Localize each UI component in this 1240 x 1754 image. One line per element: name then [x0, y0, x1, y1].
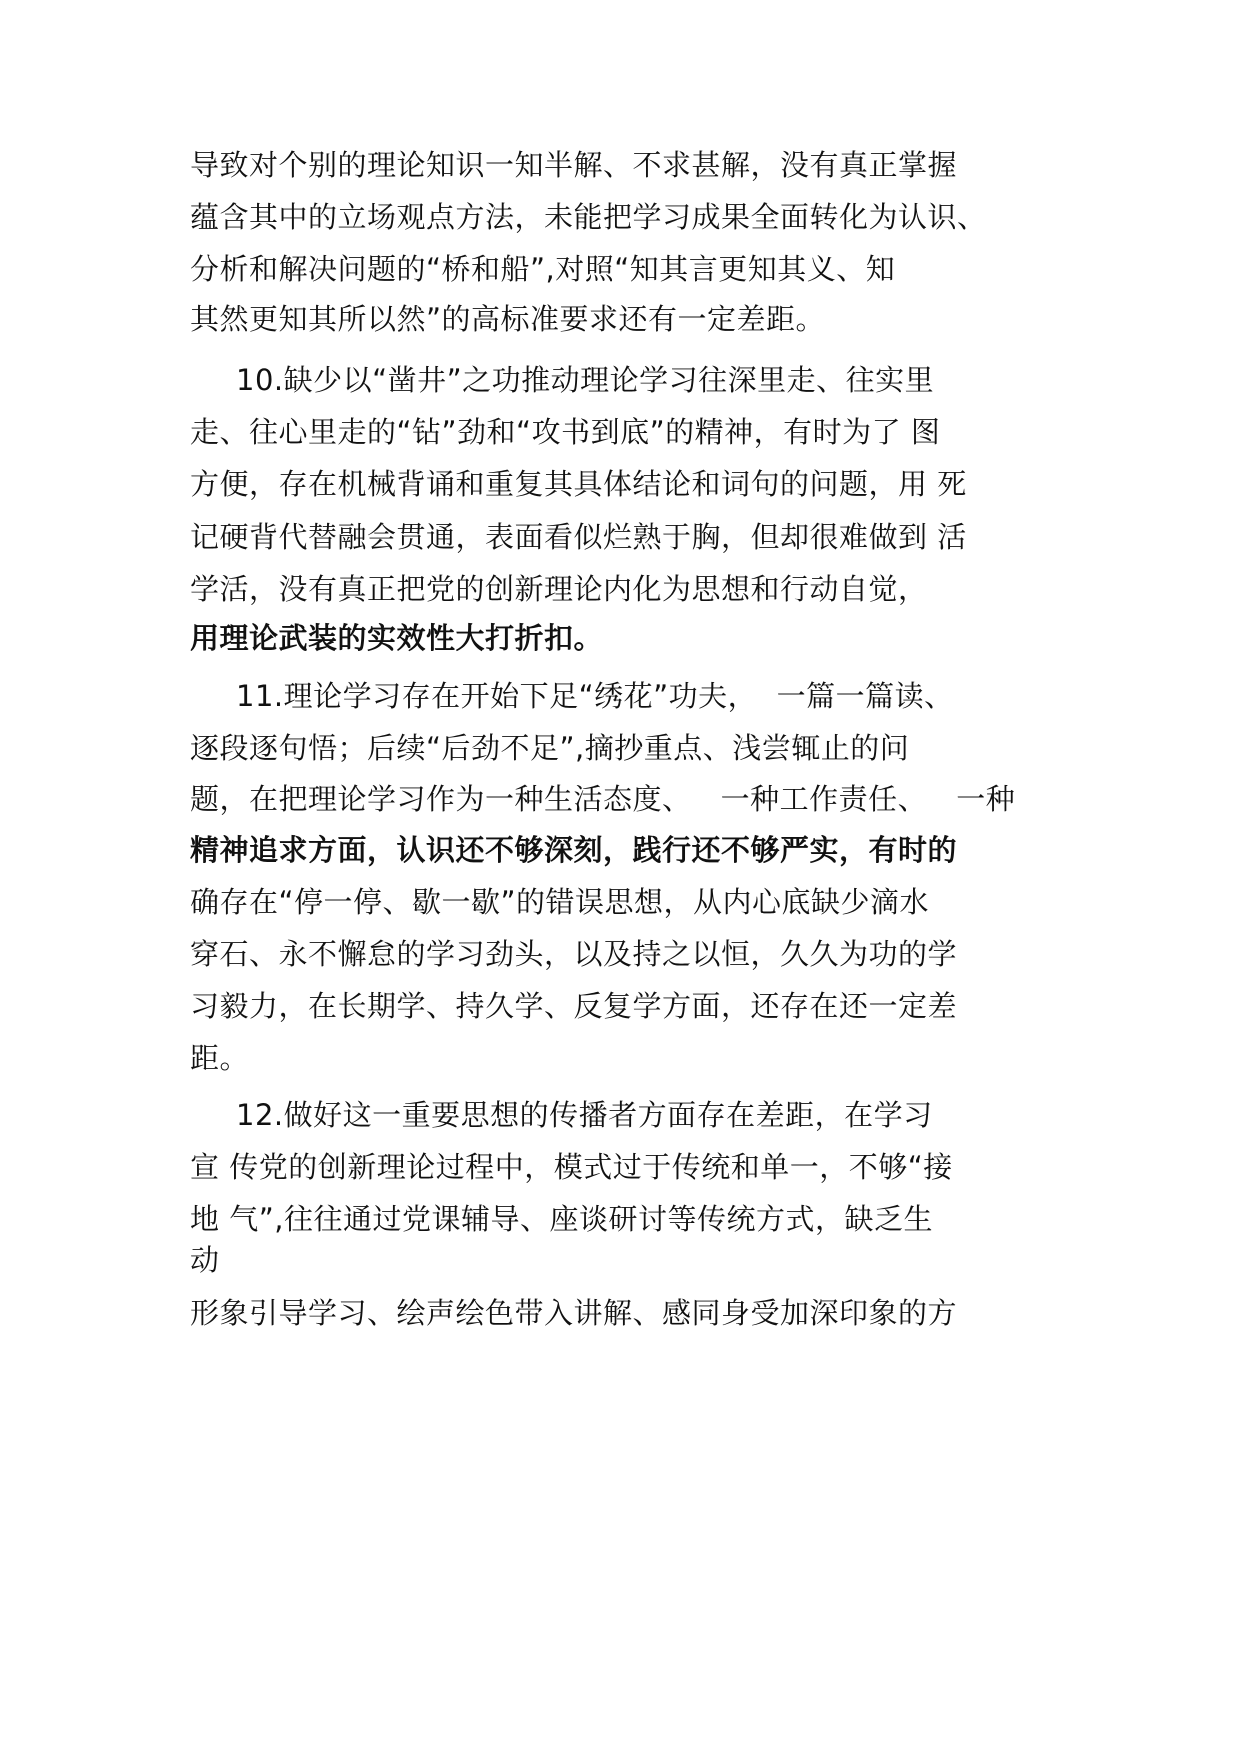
text-line: 距。 [190, 1041, 250, 1075]
paragraph-11-first-line: 11.理论学习存在开始下足“绣花”功夫， 一篇一篇读、 [236, 679, 954, 713]
text-line: 动 [190, 1243, 220, 1277]
text-line: 地 气”,往往通过党课辅导、座谈研讨等传统方式，缺乏生 [190, 1202, 933, 1236]
text-line: 确存在“停一停、歇一歇”的错误思想，从内心底缺少滴水 [190, 885, 930, 919]
paragraph-12-first-line: 12.做好这一重要思想的传播者方面存在差距，在学习 [236, 1098, 933, 1132]
text-line: 分析和解决问题的“桥和船”,对照“知其言更知其义、知 [190, 252, 896, 286]
text-line: 穿石、永不懈怠的学习劲头，以及持之以恒，久久为功的学 [190, 937, 958, 971]
text-line: 记硬背代替融会贯通，表面看似烂熟于胸，但却很难做到 活 [190, 520, 967, 554]
text-line: 用理论武装的实效性大打折扣。 [190, 621, 604, 655]
text-line: 其然更知其所以然”的高标准要求还有一定差距。 [190, 302, 826, 336]
text-line: 习毅力，在长期学、持久学、反复学方面，还存在还一定差 [190, 989, 958, 1023]
text-line: 宣 传党的创新理论过程中，模式过于传统和单一，不够“接 [190, 1150, 953, 1184]
text-line: 逐段逐句悟；后续“后劲不足”,摘抄重点、浅尝辄止的问 [190, 731, 910, 765]
text-line: 导致对个别的理论知识一知半解、不求甚解，没有真正掌握 [190, 148, 958, 182]
text-line: 蕴含其中的立场观点方法，未能把学习成果全面转化为认识、 [190, 200, 987, 234]
text-line: 方便，存在机械背诵和重复其具体结论和词句的问题，用 死 [190, 467, 967, 501]
text-line: 走、往心里走的“钻”劲和“攻书到底”的精神，有时为了 图 [190, 415, 941, 449]
text-line: 精神追求方面，认识还不够深刻，践行还不够严实，有时的 [190, 833, 958, 867]
text-line: 形象引导学习、绘声绘色带入讲解、感同身受加深印象的方 [190, 1296, 958, 1330]
paragraph-10-first-line: 10.缺少以“凿井”之功推动理论学习往深里走、往实里 [236, 363, 935, 397]
text-line: 题，在把理论学习作为一种生活态度、 一种工作责任、 一种 [190, 782, 1016, 816]
text-line: 学活，没有真正把党的创新理论内化为思想和行动自觉， [190, 572, 928, 606]
